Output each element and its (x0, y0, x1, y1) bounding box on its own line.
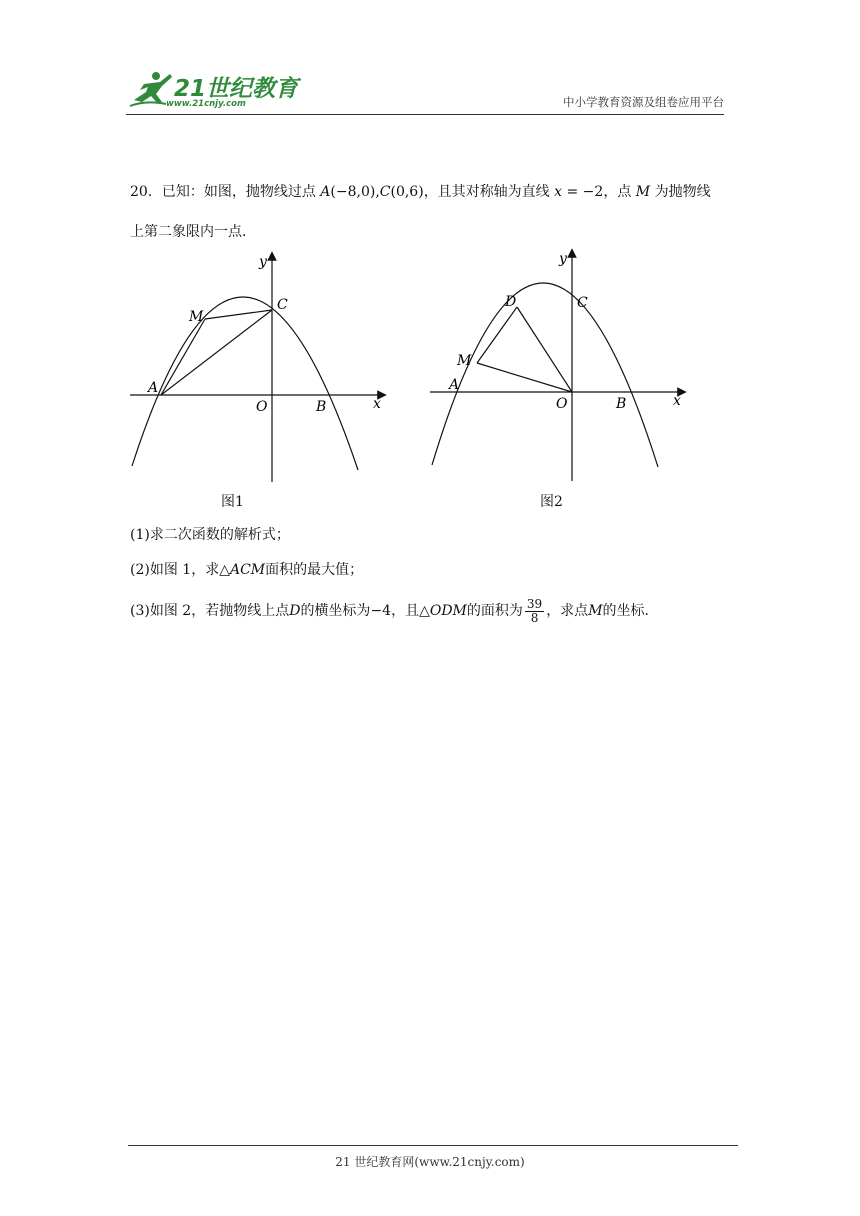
parabola (432, 283, 658, 467)
page-header (126, 64, 724, 116)
question-line-2: 上第二象限内一点． (130, 224, 256, 240)
question-line-1: 20．已知：如图，抛物线过点 A(−8,0),C(0,6)，且其对称轴为直线 x = −2，点 M 为抛物线 (130, 184, 711, 200)
header-divider (126, 114, 724, 115)
label-x: x (373, 396, 381, 412)
sub-question-1: (1)求二次函数的解析式； (130, 527, 290, 543)
label-y: y (259, 254, 267, 270)
label-y: y (559, 251, 567, 267)
triangle-symbol: △ (219, 562, 230, 578)
sub-question-2: (2)如图 1，求△ACM面积的最大值； (130, 562, 364, 578)
sub-question-3: (3)如图 2，若抛物线上点D的横坐标为−4，且△ODM的面积为 $\frac{39}{8}$ ，求点M的坐标． (130, 596, 659, 625)
segment-om (477, 363, 572, 392)
label-x: x (673, 393, 681, 409)
label-b: B (316, 399, 327, 415)
logo (126, 70, 301, 114)
figure-2 (426, 245, 696, 485)
label-c: C (277, 297, 288, 313)
figure-1-caption: 图1 (221, 494, 244, 510)
point-a-label: A (320, 184, 331, 200)
segment-am (161, 319, 205, 395)
header-platform-text: 中小学教育资源及组卷应用平台 (563, 95, 724, 109)
label-a: A (449, 377, 460, 393)
fraction-39-8: $\frac{39}{8}$ (526, 596, 543, 625)
figure-1 (126, 250, 396, 490)
label-m: M (189, 309, 204, 325)
logo-url: www.21cnjy.com (166, 99, 246, 109)
parabola (132, 297, 358, 470)
logo-text: 21世纪教育 (174, 76, 299, 102)
figure-2-caption: 图2 (540, 494, 563, 510)
footer-divider (128, 1145, 738, 1146)
label-b: B (616, 396, 627, 412)
segment-od (517, 307, 572, 392)
label-d: D (505, 294, 517, 310)
triangle-symbol: △ (419, 603, 430, 619)
label-c: C (577, 295, 588, 311)
label-a: A (148, 380, 159, 396)
point-c-label: C (379, 184, 391, 200)
segment-ac (161, 310, 272, 395)
label-m: M (457, 353, 472, 369)
footer-text: 21 世纪教育网(www.21cnjy.com) (335, 1155, 525, 1169)
label-o: O (556, 396, 568, 412)
label-o: O (256, 399, 268, 415)
